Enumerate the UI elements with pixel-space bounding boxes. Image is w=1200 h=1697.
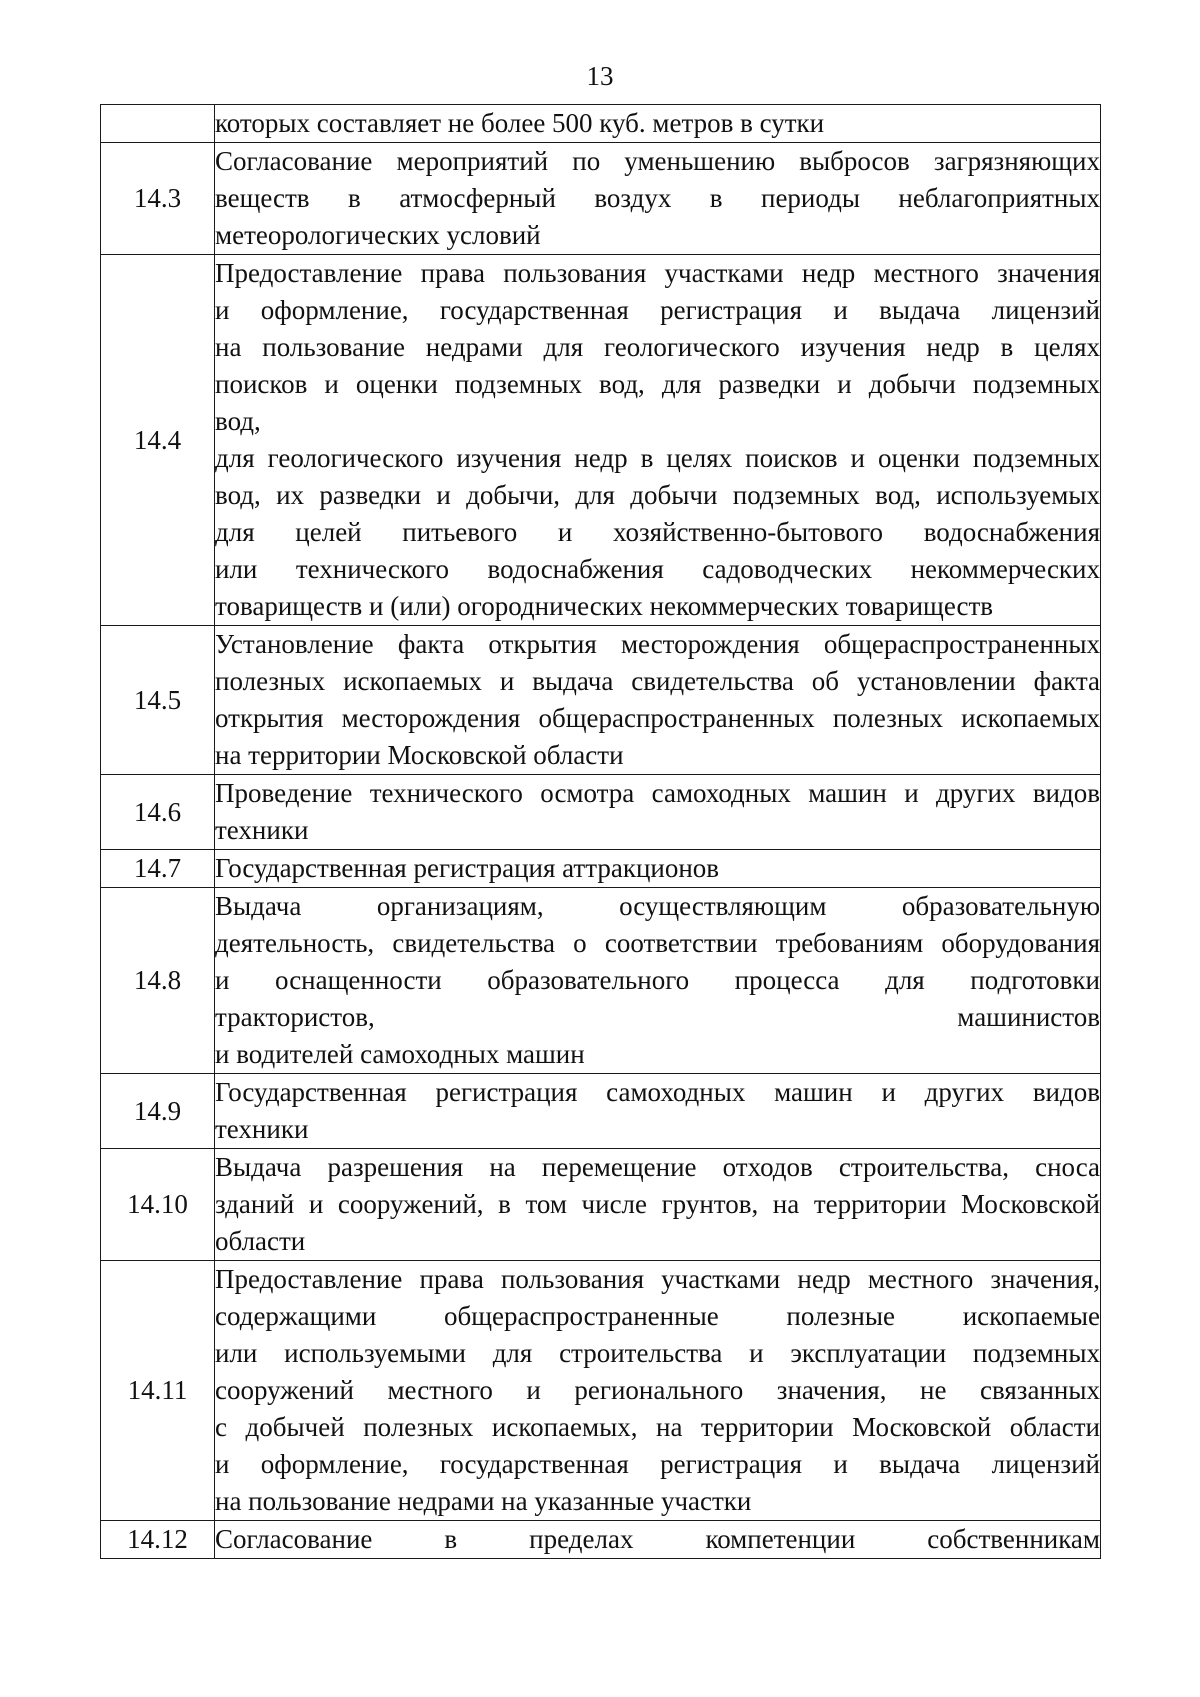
description-line: области [215, 1226, 306, 1256]
row-description [215, 1074, 1101, 1149]
description-line: Государственная регистрация аттракционов [215, 853, 720, 883]
description-line: Выдача организациям, осуществляющим образовательную [215, 891, 1100, 921]
description-line: открытия месторождения общераспространенных полезных ископаемых [215, 703, 1100, 733]
row-number: 14.12 [101, 1521, 215, 1559]
row-number: 14.8 [101, 888, 215, 1074]
description-line: поисков и оценки подземных вод, для разведки и добычи подземных [215, 369, 1100, 399]
row-description [215, 850, 1101, 888]
description-line: на пользование недрами на указанные участки [215, 1486, 752, 1516]
description-line: содержащими общераспространенные полезные ископаемые [215, 1301, 1100, 1331]
table-row [101, 1074, 1101, 1149]
row-number [101, 105, 215, 143]
description-line: деятельность, свидетельства о соответствии требованиям оборудования [215, 928, 1100, 958]
row-description [215, 775, 1101, 850]
row-number: 14.10 [101, 1149, 215, 1261]
description-line: для геологического изучения недр в целях поисков и оценки подземных [215, 443, 1100, 473]
description-line: Предоставление права пользования участками недр местного значения, [215, 1264, 1100, 1294]
description-line: и водителей самоходных машин [215, 1039, 585, 1069]
description-line: которых составляет не более 500 куб. метров в сутки [215, 108, 825, 138]
row-number: 14.6 [101, 775, 215, 850]
row-description [215, 143, 1101, 255]
description-line: техники [215, 1114, 309, 1144]
description-line: для целей питьевого и хозяйственно-бытового водоснабжения [215, 517, 1100, 547]
description-line: или используемыми для строительства и эксплуатации подземных [215, 1338, 1100, 1368]
table-row [101, 850, 1101, 888]
services-table [100, 104, 1101, 1559]
row-description [215, 105, 1101, 143]
table-row [101, 143, 1101, 255]
description-line: или технического водоснабжения садоводческих некоммерческих [215, 554, 1100, 584]
description-line: Предоставление права пользования участками недр местного значения [215, 258, 1100, 288]
description-line: товариществ и (или) огороднических некоммерческих товариществ [215, 591, 994, 621]
description-line: зданий и сооружений, в том числе грунтов, на территории Московской [215, 1189, 1100, 1219]
description-line: Согласование в пределах компетенции собственникам [215, 1524, 1100, 1554]
row-number: 14.9 [101, 1074, 215, 1149]
description-line: сооружений местного и регионального значения, не связанных [215, 1375, 1100, 1405]
row-description [215, 888, 1101, 1074]
services-table-body [101, 105, 1101, 1559]
description-line: техники [215, 815, 309, 845]
description-line: метеорологических условий [215, 220, 541, 250]
table-row [101, 775, 1101, 850]
row-description [215, 1261, 1101, 1521]
page-number: 13 [586, 61, 614, 91]
table-row [101, 626, 1101, 775]
description-line: и оформление, государственная регистрация и выдача лицензий [215, 1449, 1100, 1479]
row-description [215, 255, 1101, 626]
description-line: Установление факта открытия месторождения общераспространенных [215, 629, 1100, 659]
description-line: Проведение технического осмотра самоходных машин и других видов [215, 778, 1100, 808]
description-line: с добычей полезных ископаемых, на территории Московской области [215, 1412, 1100, 1442]
table-row [101, 105, 1101, 143]
description-line: и оснащенности образовательного процесса для подготовки [215, 965, 1100, 995]
row-number: 14.3 [101, 143, 215, 255]
row-number: 14.11 [101, 1261, 215, 1521]
row-description [215, 626, 1101, 775]
description-line: Выдача разрешения на перемещение отходов строительства, сноса [215, 1152, 1100, 1182]
description-line: Государственная регистрация самоходных машин и других видов [215, 1077, 1100, 1107]
description-line: вод, их разведки и добычи, для добычи подземных вод, используемых [215, 480, 1100, 510]
description-line: и оформление, государственная регистрация и выдача лицензий [215, 295, 1100, 325]
description-line: полезных ископаемых и выдача свидетельства об установлении факта [215, 666, 1100, 696]
description-line: веществ в атмосферный воздух в периоды неблагоприятных [215, 183, 1100, 213]
row-description [215, 1521, 1101, 1559]
row-description [215, 1149, 1101, 1261]
description-line: на территории Московской области [215, 740, 624, 770]
description-line: на пользование недрами для геологического изучения недр в целях [215, 332, 1100, 362]
description-line: Согласование мероприятий по уменьшению выбросов загрязняющих [215, 146, 1100, 176]
table-row [101, 1521, 1101, 1559]
table-row [101, 1261, 1101, 1521]
row-number: 14.4 [101, 255, 215, 626]
table-row [101, 1149, 1101, 1261]
table-row [101, 888, 1101, 1074]
description-line: вод, [215, 406, 261, 436]
table-row [101, 255, 1101, 626]
description-line: трактористов, машинистов [215, 1002, 1100, 1032]
row-number: 14.7 [101, 850, 215, 888]
row-number: 14.5 [101, 626, 215, 775]
